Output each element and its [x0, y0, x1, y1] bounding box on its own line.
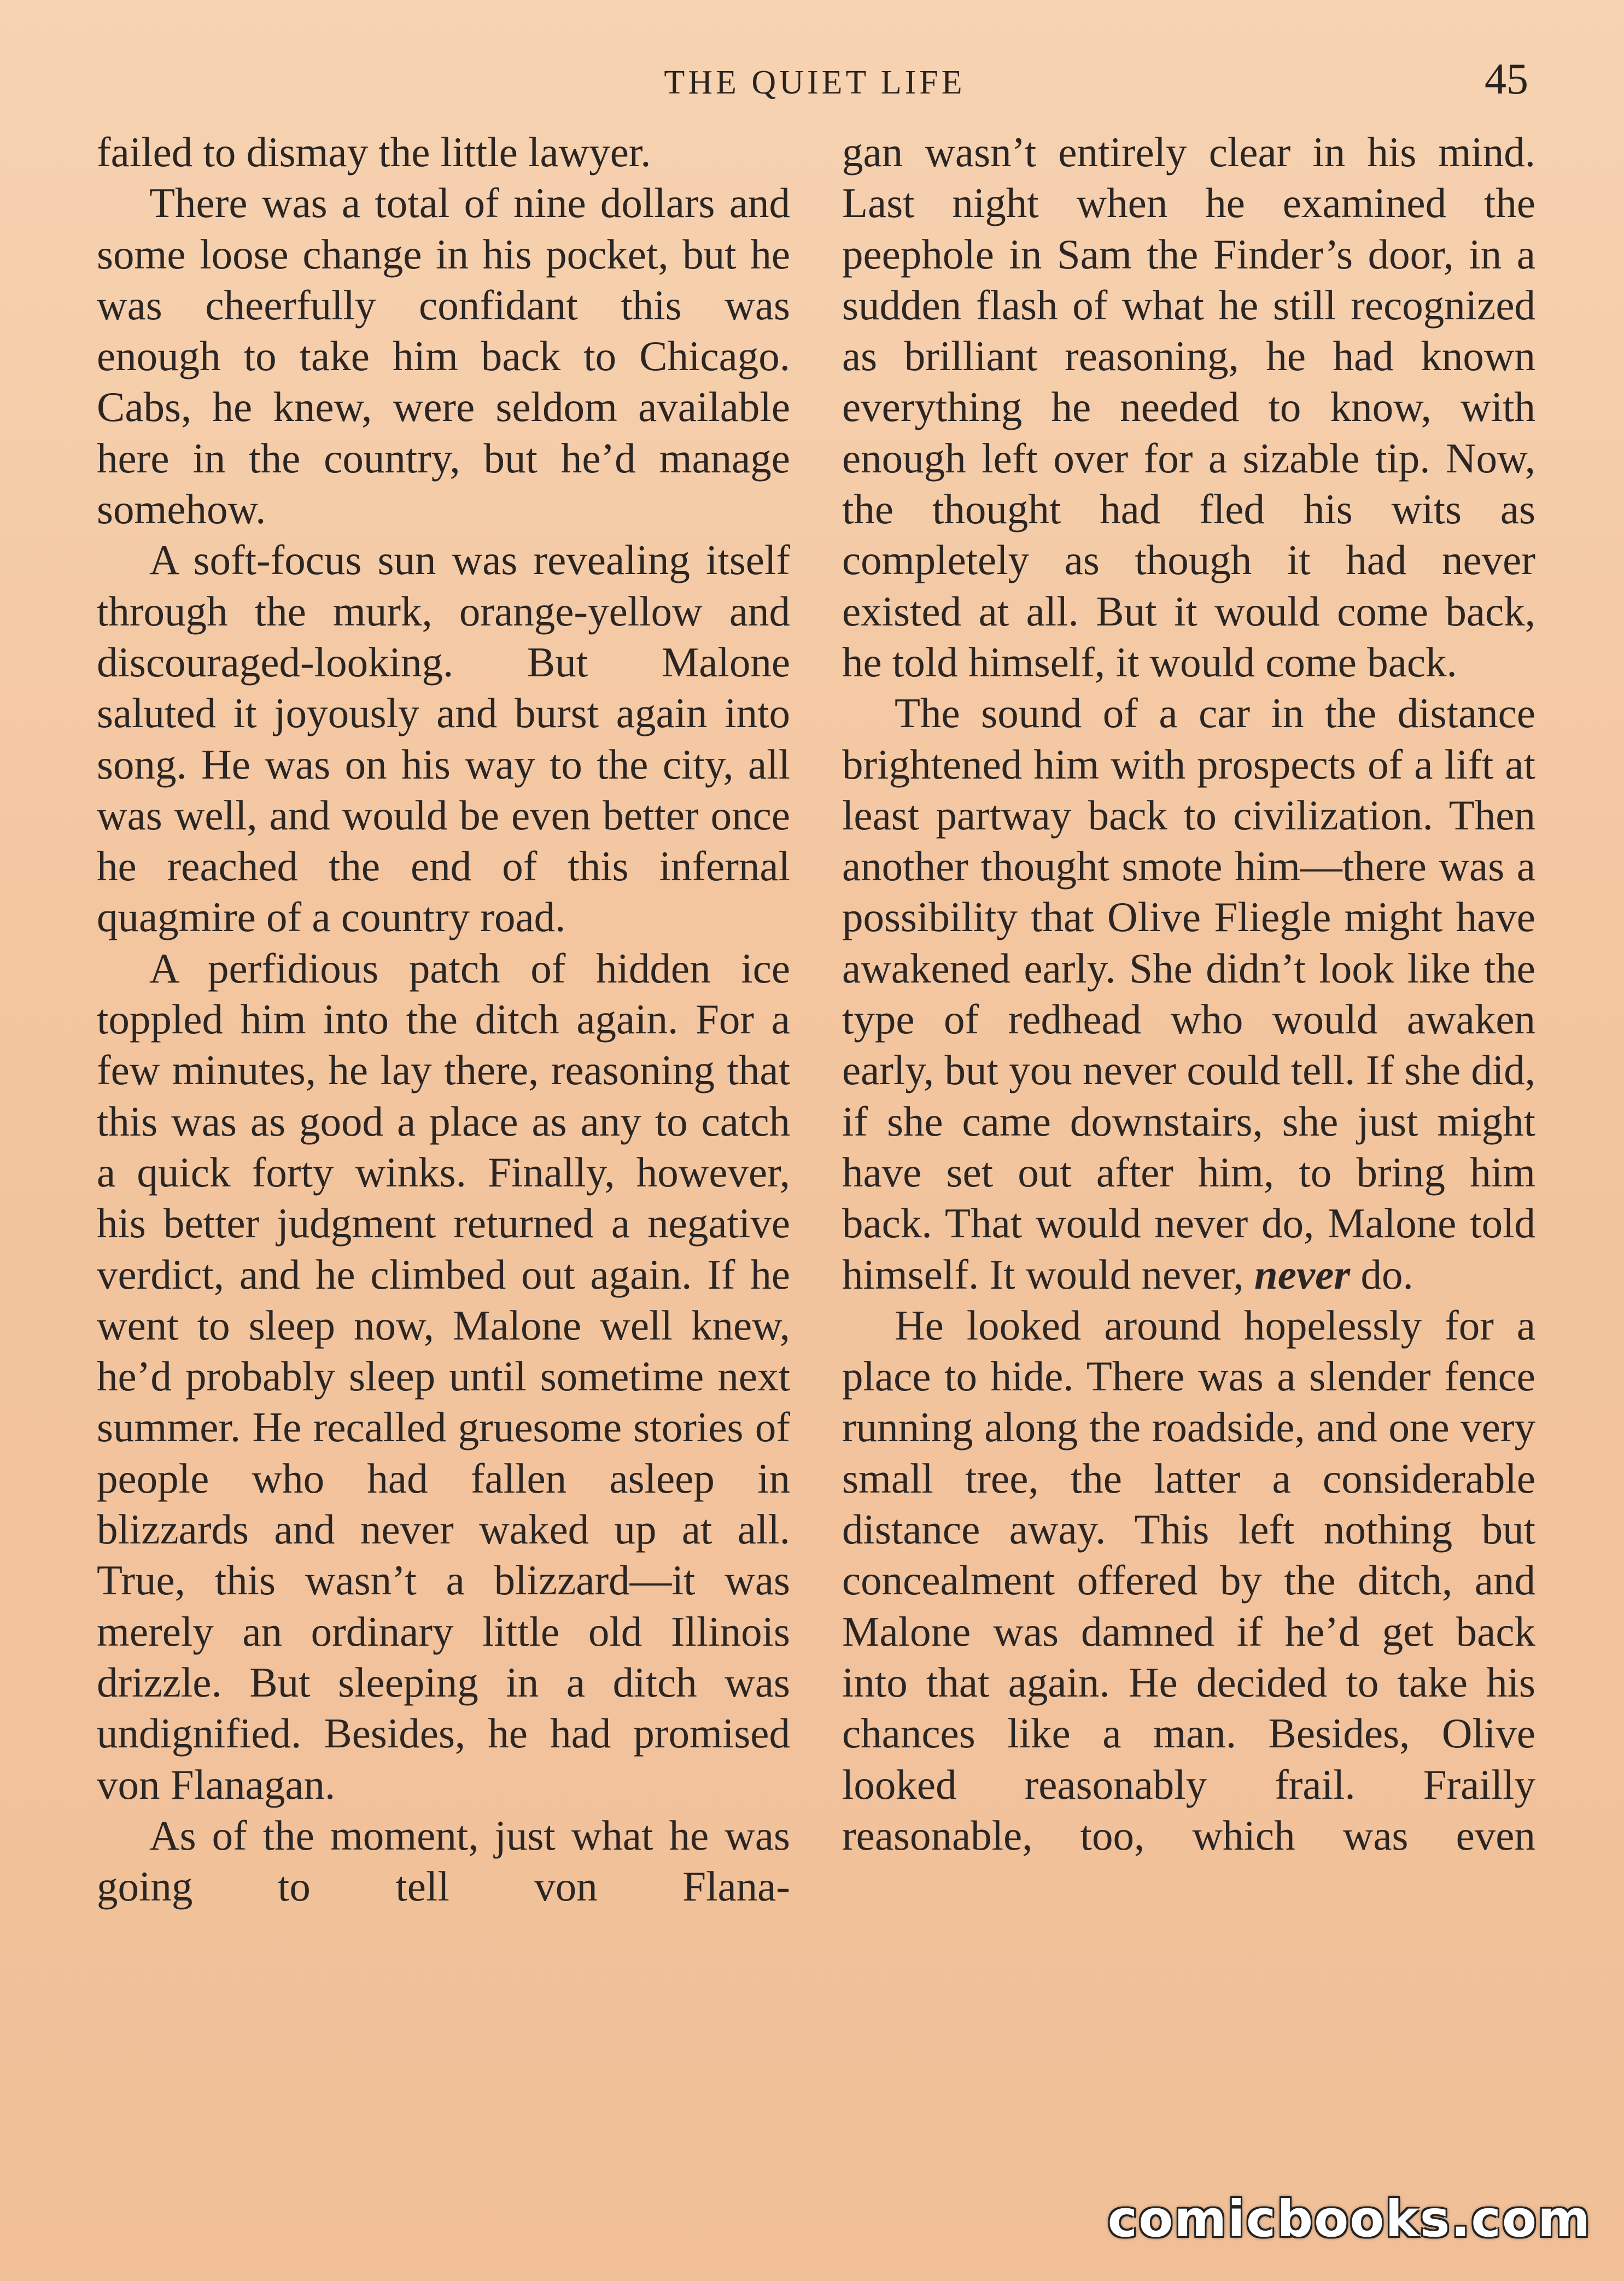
paragraph: failed to dismay the little lawyer.	[97, 128, 651, 176]
page-header	[0, 55, 1624, 109]
paragraph: A soft-focus sun was revealing itself through the murk, orange-yellow and discouraged-looking. But Malone saluted it joyously and burst again into song. He was on his way to the city, all was well, and would be even better once he reached the end of this infernal quagmire of a country road.	[97, 536, 790, 941]
paragraph: He looked around hopelessly for a place to hide. There was a slender fence running along the roadside, and one very small tree, the latter a considerable distance away. This left nothing but concealment offered by the ditch, and Malone was damned if he’d get back into that again. He decided to take his chances like a man. Besides, Olive looked reasonably frail. Frailly reasonable, too, which was even	[842, 1301, 1535, 1859]
emphasized-word: never	[1254, 1250, 1351, 1298]
paragraph-text: do.	[1360, 1250, 1413, 1298]
paragraph-text: The sound of a car in the distance brightened him with prospects of a lift at least partway back to civilization. Then another thought smote him—there was a possibility that Olive Fliegle might have awakened early. She didn’t look like the type of redhead who would awaken early, but you never could tell. If she did, if she came downstairs, she just might have set out after him, to bring him back. That would never do, Malone told himself. It would never,	[842, 689, 1535, 1298]
running-title: THE QUIET LIFE	[664, 64, 966, 101]
watermark-logo: comicbooks.com	[1107, 2190, 1591, 2248]
paragraph: gan wasn’t entirely clear in his mind. Last night when he examined the peephole in Sam the Finder’s door, in a sudden flash of what he still recognized as brilliant reasoning, he had known everything he needed to know, with enough left over for a sizable tip. Now, the thought had fled his wits as completely as though it had never existed at all. But it would come back, he told himself, it would come back.	[842, 128, 1535, 686]
paragraph	[842, 688, 1535, 1300]
right-column	[842, 127, 1535, 1861]
page-number: 45	[1485, 55, 1528, 103]
paragraph: A perfidious patch of hidden ice toppled him into the ditch again. For a few minutes, he lay there, reasoning that this was as good a place as any to catch a quick forty winks. Finally, however, his better judgment returned a negative verdict, and he climbed out again. If he went to sleep now, Malone well knew, he’d probably sleep until sometime next summer. He recalled gruesome stories of people who had fallen asleep in blizzards and never waked up at all. True, this wasn’t a blizzard—it was merely an ordinary little old Illinois drizzle. But sleeping in a ditch was undignified. Besides, he had promised von Flanagan.	[97, 944, 790, 1808]
paragraph: There was a total of nine dollars and some loose change in his pocket, but he was cheerfully confidant this was enough to take him back to Chicago. Cabs, he knew, were seldom available here in the country, but he’d manage somehow.	[97, 179, 790, 533]
left-column	[97, 127, 790, 1912]
paragraph: As of the moment, just what he was going to tell von Flana-	[97, 1811, 790, 1910]
